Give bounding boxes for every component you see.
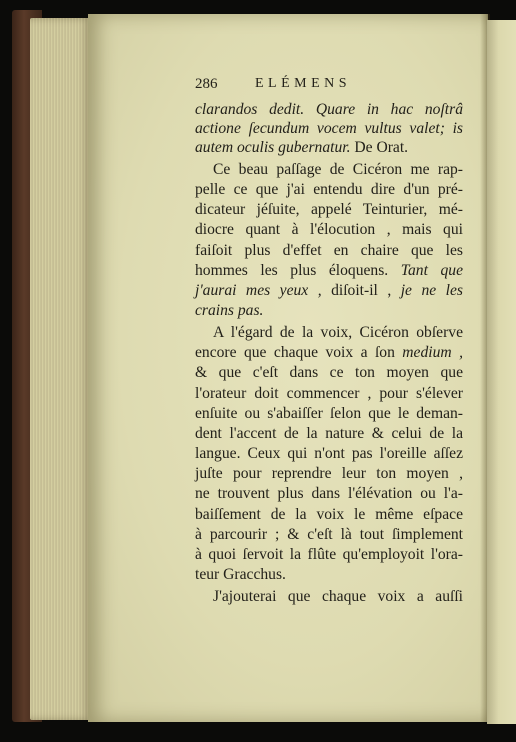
text-line [195,138,408,158]
text-line: dicateur jéſuite, appelé Teinturier, mé- [195,201,463,218]
text-span: diſoit-il , [321,282,392,299]
text-line: baiſſement de la voix le même eſpace [195,506,463,523]
text-line: A l'égard de la voix, Cicéron obſerve [213,324,463,341]
text-span: medium , [394,344,463,361]
running-title: ELÉMENS [255,76,352,91]
text-line: diocre quant à l'élocution , mais qui [195,221,463,238]
text-line: ne trouvent plus dans l'élévation ou l'a- [195,485,463,502]
text-line [195,343,463,363]
text-line: clarandos dedit. Quare in hac noſtrâ [195,101,463,118]
text-line: enſuite ou s'abaiſſer ſelon que le deman- [195,405,463,422]
text-span: De Orat. [350,139,409,156]
text-line [195,261,463,281]
text-span: Tant que [388,262,463,279]
text-span: je ne les [391,282,463,299]
text-span: autem oculis gubernatur. [195,139,351,156]
text-line [195,281,463,301]
text-line: à parcourir ; & c'eſt là tout ſimplement [195,526,463,543]
text-line: langue. Ceux qui n'ont pas l'oreille aſſez [195,445,463,462]
facing-page [487,20,516,724]
text-line: crains pas. [195,302,264,319]
text-line: J'ajouterai que chaque voix a auſſi [213,588,463,605]
page-edges [30,18,92,720]
text-span: encore que chaque voix a ſon [195,344,395,361]
text-line: & que c'eſt dans ce ton moyen que [195,364,463,381]
text-span: j'aurai mes yeux , [195,282,322,299]
text-line: Ce beau paſſage de Cicéron me rap- [213,161,463,178]
text-line: l'orateur doit commencer , pour s'élever [195,385,463,402]
page-number: 286 [195,76,218,92]
text-span: hommes les plus éloquens. [195,262,389,279]
text-line: teur Gracchus. [195,566,286,583]
text-line: dent l'accent de la nature & celui de la [195,425,463,442]
text-line: à quoi ſervoit la flûte qu'employoit l'ora- [195,546,463,563]
text-line: faiſoit plus d'effet en chaire que les [195,242,463,259]
text-line: pelle ce que j'ai entendu dire d'un pré- [195,181,463,198]
text-line: juſte pour reprendre leur ton moyen , [195,465,463,482]
text-line: actione ſecundum vocem vultus valet; is [195,120,463,137]
